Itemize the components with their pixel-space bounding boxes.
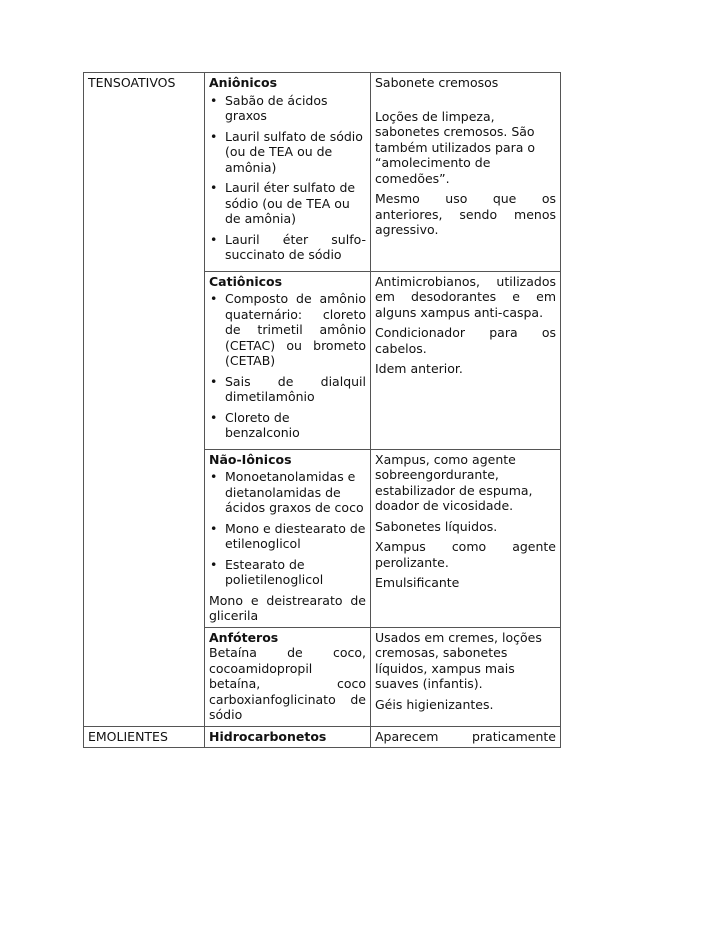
use-text: Loções de limpeza, sabonetes cremosos. São também utilizados para o “amolecimento de comedões”. [375,108,536,186]
list-item: • Lauril éter sulfo-succinato de sódio [210,231,366,262]
use-text: Aparecem praticamente [375,728,556,744]
bullet-icon: • [210,373,218,389]
group-cell [205,271,371,449]
list-item: • Cloreto de benzalconio [210,409,300,440]
list-item: • Composto de amônio quaternário: cloreto de trimetil amônio (CETAC) ou brometo (CETAB) [210,291,366,368]
list-item: • Lauril sulfato de sódio (ou de TEA ou de amônia) [210,128,363,175]
category-cell [84,449,205,627]
bullet-icon: • [210,291,218,306]
bullet-icon: • [210,92,218,108]
bullet-icon: • [210,556,218,572]
group-cell [205,726,371,748]
use-text: Emulsificante [375,575,460,590]
content-table [83,72,561,748]
use-text: Xampus, como agente sobreengordurante, estabilizador de espuma, doador de vicosidade. [375,451,533,513]
list-item: • Estearato de polietilenoglicol [210,556,324,587]
table-row [84,271,561,449]
use-text: Sabonetes líquidos. [375,518,498,534]
use-text: Xampus como agente perolizante. [375,539,556,570]
group-cell [205,627,371,726]
bullet-icon: • [210,128,218,144]
use-cell [371,627,561,726]
bullet-list [209,469,366,588]
bullet-icon: • [210,409,218,425]
use-text: Idem anterior. [375,361,463,376]
table-row [84,726,561,748]
list-item: • Monoetanolamidas e dietanolamidas de ácidos graxos de coco [210,469,364,515]
bullet-icon: • [210,469,218,484]
use-cell [371,449,561,627]
list-item: • Sais de dialquil dimetilamônio [210,373,366,404]
table-row [84,627,561,726]
bullet-icon: • [210,180,218,195]
use-cell [371,726,561,748]
group-heading: Não-Iônicos [209,451,292,467]
bullet-icon: • [210,231,218,247]
use-text: Géis higienizantes. [375,696,494,712]
group-heading: Aniônicos [209,75,278,90]
bullet-list [209,291,366,441]
list-item: • Lauril éter sulfato de sódio (ou de TEA ou de amônia) [210,180,356,226]
table-row [84,449,561,627]
use-text: Usados em cremes, loções cremosas, sabonetes líquidos, xampus mais suaves (infantis). [375,629,542,691]
bullet-list [209,93,366,263]
extra-text: Mono e deistrearato de glicerila [209,592,366,623]
list-item: • Sabão de ácidos graxos [210,92,328,123]
group-cell [205,73,371,272]
use-text: Antimicrobianos, utilizados em desodorantes e em alguns xampus anti-caspa. [375,273,556,320]
category-cell [84,627,205,726]
use-cell [371,73,561,272]
use-cell [371,271,561,449]
group-cell [205,449,371,627]
group-text: Betaína de coco, cocoamidopropil [209,645,366,676]
use-text: Mesmo uso que os anteriores, sendo menos agressivo. [375,191,556,237]
category-cell [84,271,205,449]
group-heading: Hidrocarbonetos [209,728,327,744]
use-text: Condicionador para os cabelos. [375,325,556,356]
group-text: betaína, coco carboxianfoglicinato de sódio [209,676,366,722]
use-text: Sabonete cremosos [375,75,499,90]
group-heading: Anfóteros [209,629,279,645]
category-cell: TENSOATIVOS [84,73,205,272]
table-row [84,73,561,272]
group-heading: Catiônicos [209,273,283,289]
list-item: • Mono e diestearato de etilenoglicol [210,520,366,551]
bullet-icon: • [210,520,218,536]
category-cell: EMOLIENTES [84,726,205,748]
